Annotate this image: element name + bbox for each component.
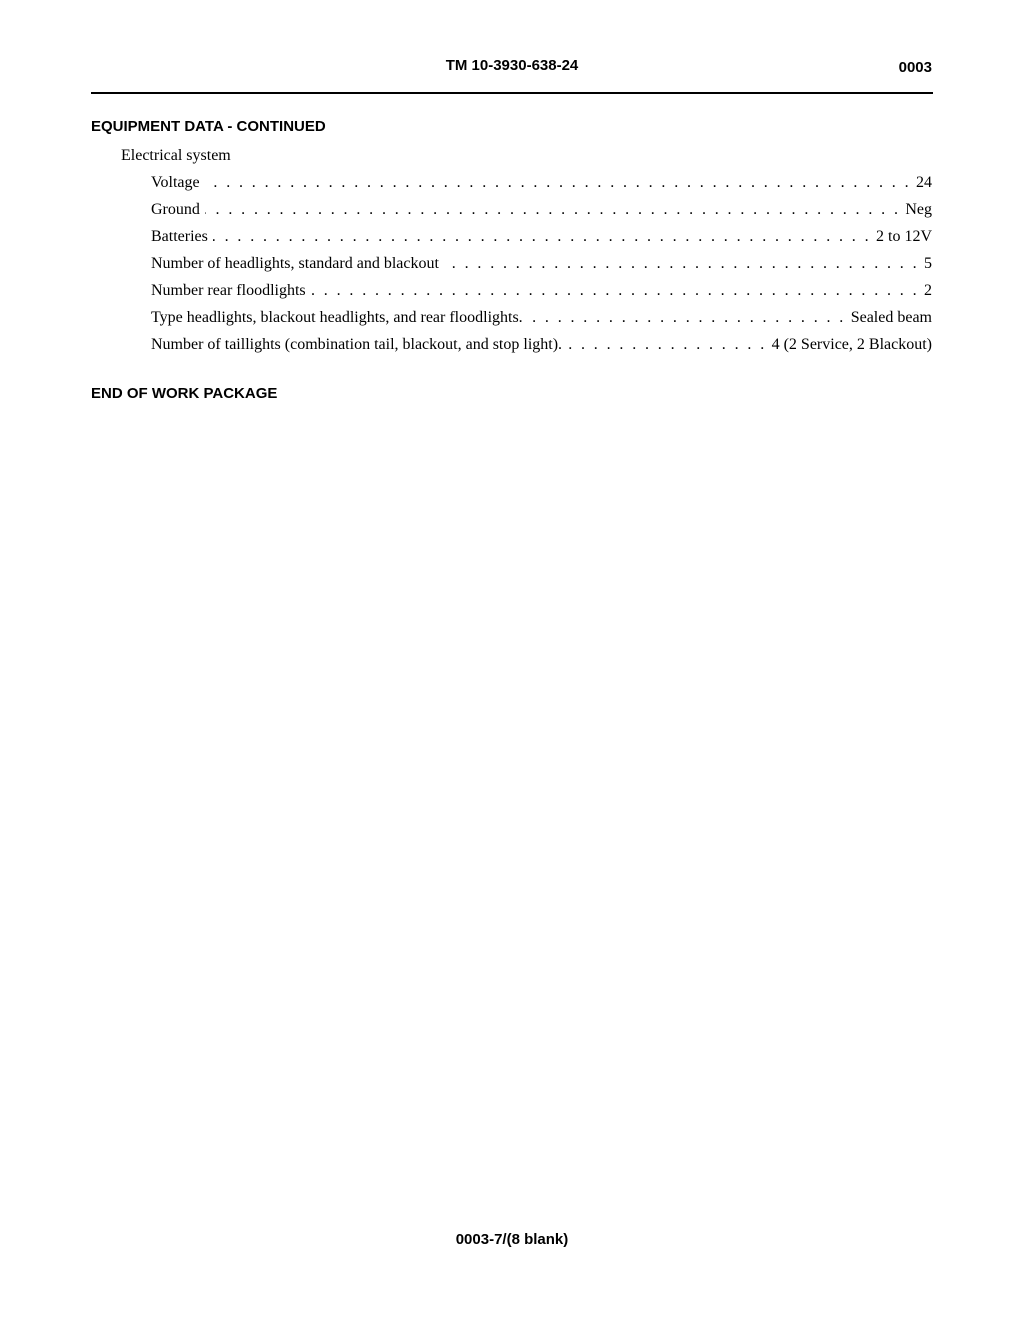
document-number: TM 10-3930-638-24 (445, 57, 579, 74)
spec-label: Type headlights, blackout headlights, and rear floodlights. (151, 309, 523, 326)
spec-row-taillights (151, 336, 932, 363)
dot-leader (444, 255, 919, 273)
spec-row-headlights (151, 255, 932, 282)
spec-label: Number rear floodlights (151, 282, 306, 299)
spec-value: 2 to 12V (876, 228, 932, 245)
spec-row-ground (151, 201, 932, 228)
dot-leader (528, 309, 846, 327)
spec-value: 24 (916, 174, 932, 191)
spec-value: Sealed beam (850, 309, 932, 326)
spec-value: 5 (924, 255, 932, 272)
spec-row-batteries (151, 228, 932, 255)
spec-row-voltage (151, 174, 932, 201)
spec-value: 4 (2 Service, 2 Blackout) (771, 336, 932, 353)
subsection-title: Electrical system (121, 147, 231, 164)
spec-label: Ground (151, 201, 200, 218)
spec-row-rear-floodlights (151, 282, 932, 309)
work-package-number: 0003 (898, 59, 932, 76)
dot-leader (213, 228, 871, 246)
dot-leader (311, 282, 919, 300)
spec-value: 2 (924, 282, 932, 299)
spec-list (151, 174, 932, 363)
page-number: 0003-7/(8 blank) (455, 1231, 569, 1248)
spec-label: Voltage (151, 174, 200, 191)
spec-label: Number of taillights (combination tail, blackout, and stop light). (151, 336, 563, 353)
end-of-work-package: END OF WORK PACKAGE (91, 385, 278, 402)
dot-leader (567, 336, 767, 354)
section-heading: EQUIPMENT DATA - CONTINUED (91, 118, 326, 135)
dot-leader (205, 201, 900, 219)
spec-label: Number of headlights, standard and blackout (151, 255, 439, 272)
spec-row-light-type (151, 309, 932, 336)
header-divider (91, 92, 933, 94)
spec-value: Neg (905, 201, 932, 218)
dot-leader (205, 174, 911, 192)
spec-label: Batteries (151, 228, 208, 245)
